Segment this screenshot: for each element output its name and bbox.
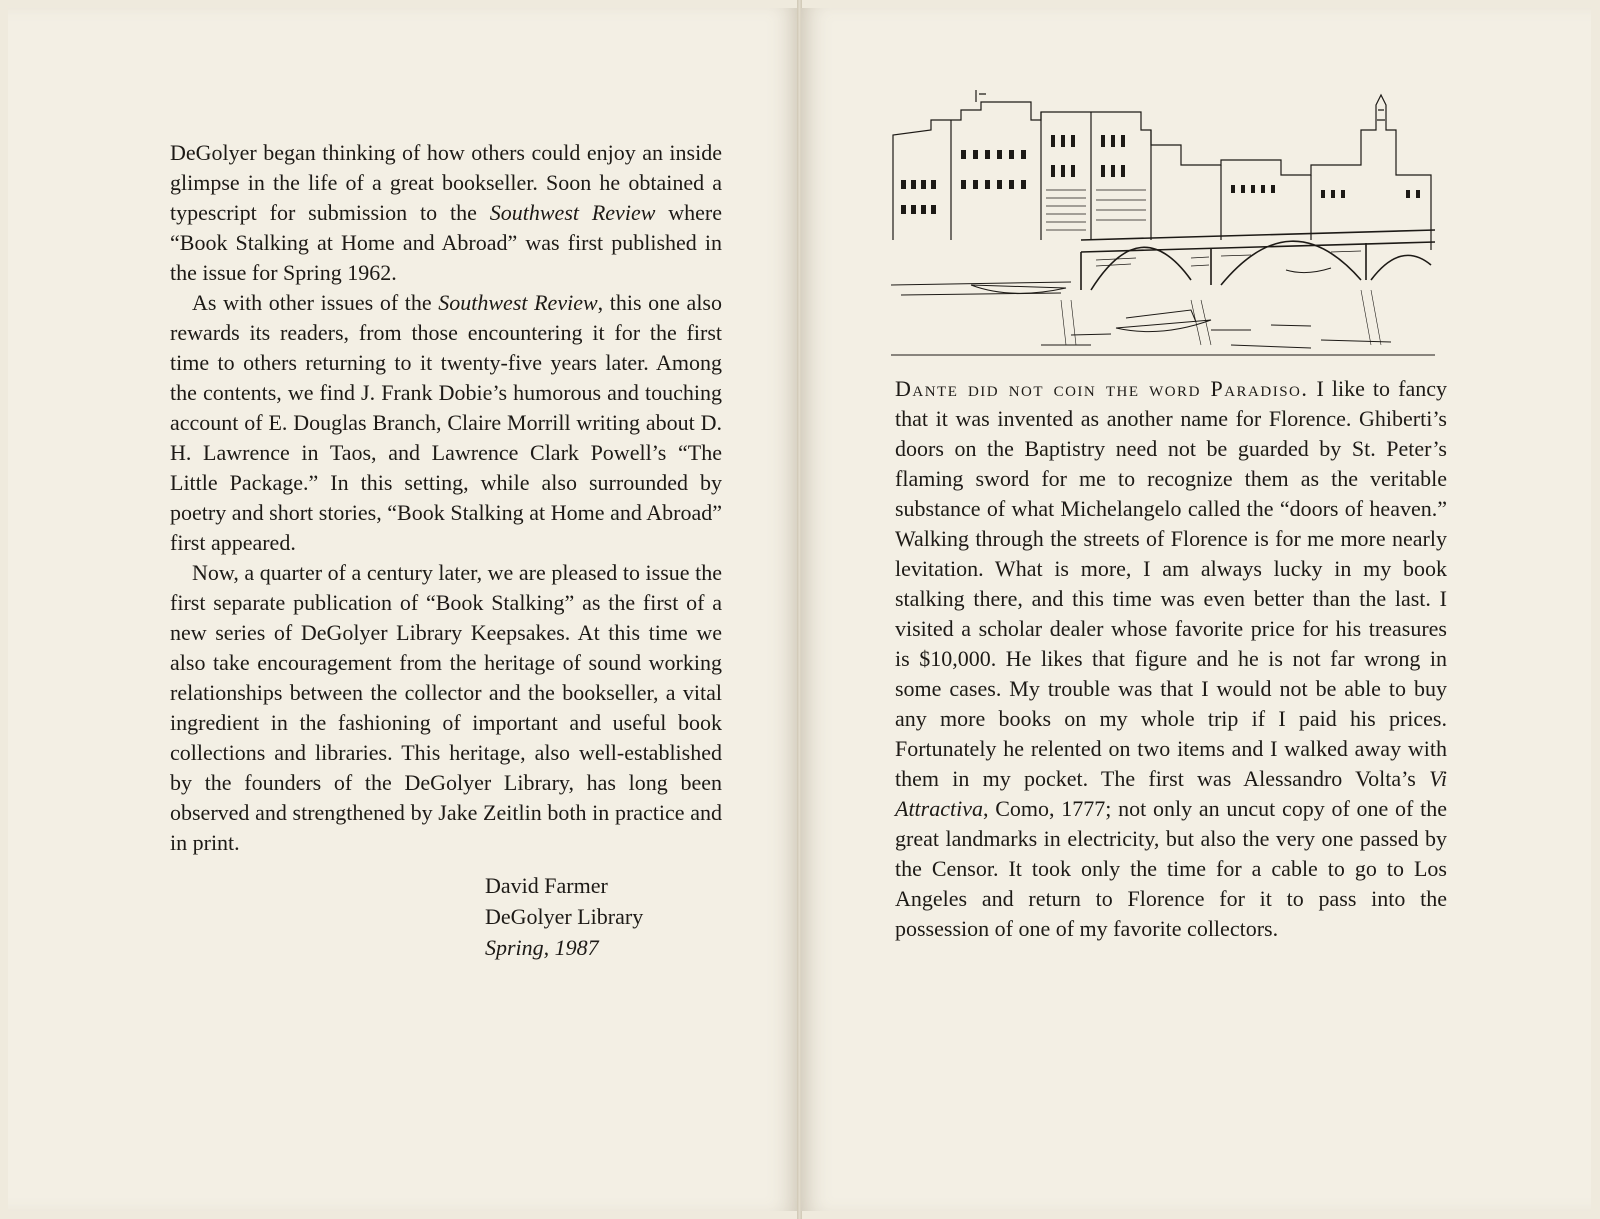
illustration-drawing (891, 90, 1435, 362)
right-page (801, 8, 1591, 1211)
signature-date: Spring, 1987 (485, 935, 599, 960)
book-title: Vi Attractiva (895, 766, 1447, 821)
journal-title: Southwest Review (438, 290, 598, 315)
signature-name: David Farmer (485, 873, 608, 898)
paragraph-3: Now, a quarter of a century later, we are pleased to issue the first separate publication of “Book Stalking” as the first of a new series of DeGolyer Library Keepsakes. At this time we also take encouragement from the heritage of sound working relationships between the collector and the bookseller, a vital ingredient in the fashioning of important and useful book collections and libraries. This heritage, also well-established by the founders of the DeGolyer Library, has long been observed and strengthened by Jake Zeitlin both in practice and in print. (170, 560, 722, 855)
right-paragraph: Dante did not coin the word Paradiso. I like to fancy that it was invented as another name for Florence. Ghiberti’s doors on the Baptistry need not be guarded by St. Peter’s flaming sword for me to recognize them as the veritable substance of what Michelangelo called the “doors of heaven.” Walking through the streets of Florence is for me more nearly levitation. What is more, I am always lucky in my book stalking there, and this time was even better than the last. I visited a scholar dealer whose favorite price for his treasures is $10,000. He likes that figure and he is not far wrong in some cases. My trouble was that I would not be able to buy any more books on my whole trip if I paid his prices. Fortunately he relented on two items and I walked away with them in my pocket. The first was Alessandro Volta’s Vi Attractiva, Como, 1777; not only an uncut copy of one of the great landmarks in electricity, but also the very one passed by the Censor. It took only the time for a cable to go to Los Angeles and return to Florence for it to pass into the possession of one of my favorite collectors. (895, 376, 1447, 941)
left-page (8, 8, 798, 1211)
signature-institution: DeGolyer Library (485, 904, 644, 929)
paragraph-2: As with other issues of the Southwest Review, this one also rewards its readers, from those encountering it for the first time to others returning to it twenty-five years later. Among the contents, we find J. Frank Dobie’s humorous and touching account of E. Douglas Branch, Claire Morrill writing about D. H. Lawrence in Taos, and Lawrence Clark Powell’s “The Little Package.” In this setting, while also surrounded by poetry and short stories, “Book Stalking at Home and Abroad” first appeared. (170, 290, 722, 555)
signature-block (485, 870, 643, 963)
paragraph-1: DeGolyer began thinking of how others could enjoy an inside glimpse in the life of a great bookseller. Soon he obtained a typescript for submission to the Southwest Review where “Book Stalking at Home and Abroad” was first published in the issue for Spring 1962. (170, 140, 723, 285)
opening-small-caps: Dante did not coin the word Paradiso. (895, 376, 1309, 401)
florence-bridge-illustration (891, 90, 1435, 362)
journal-title: Southwest Review (489, 200, 656, 225)
right-page-text (895, 374, 1447, 944)
left-page-text (170, 138, 722, 858)
